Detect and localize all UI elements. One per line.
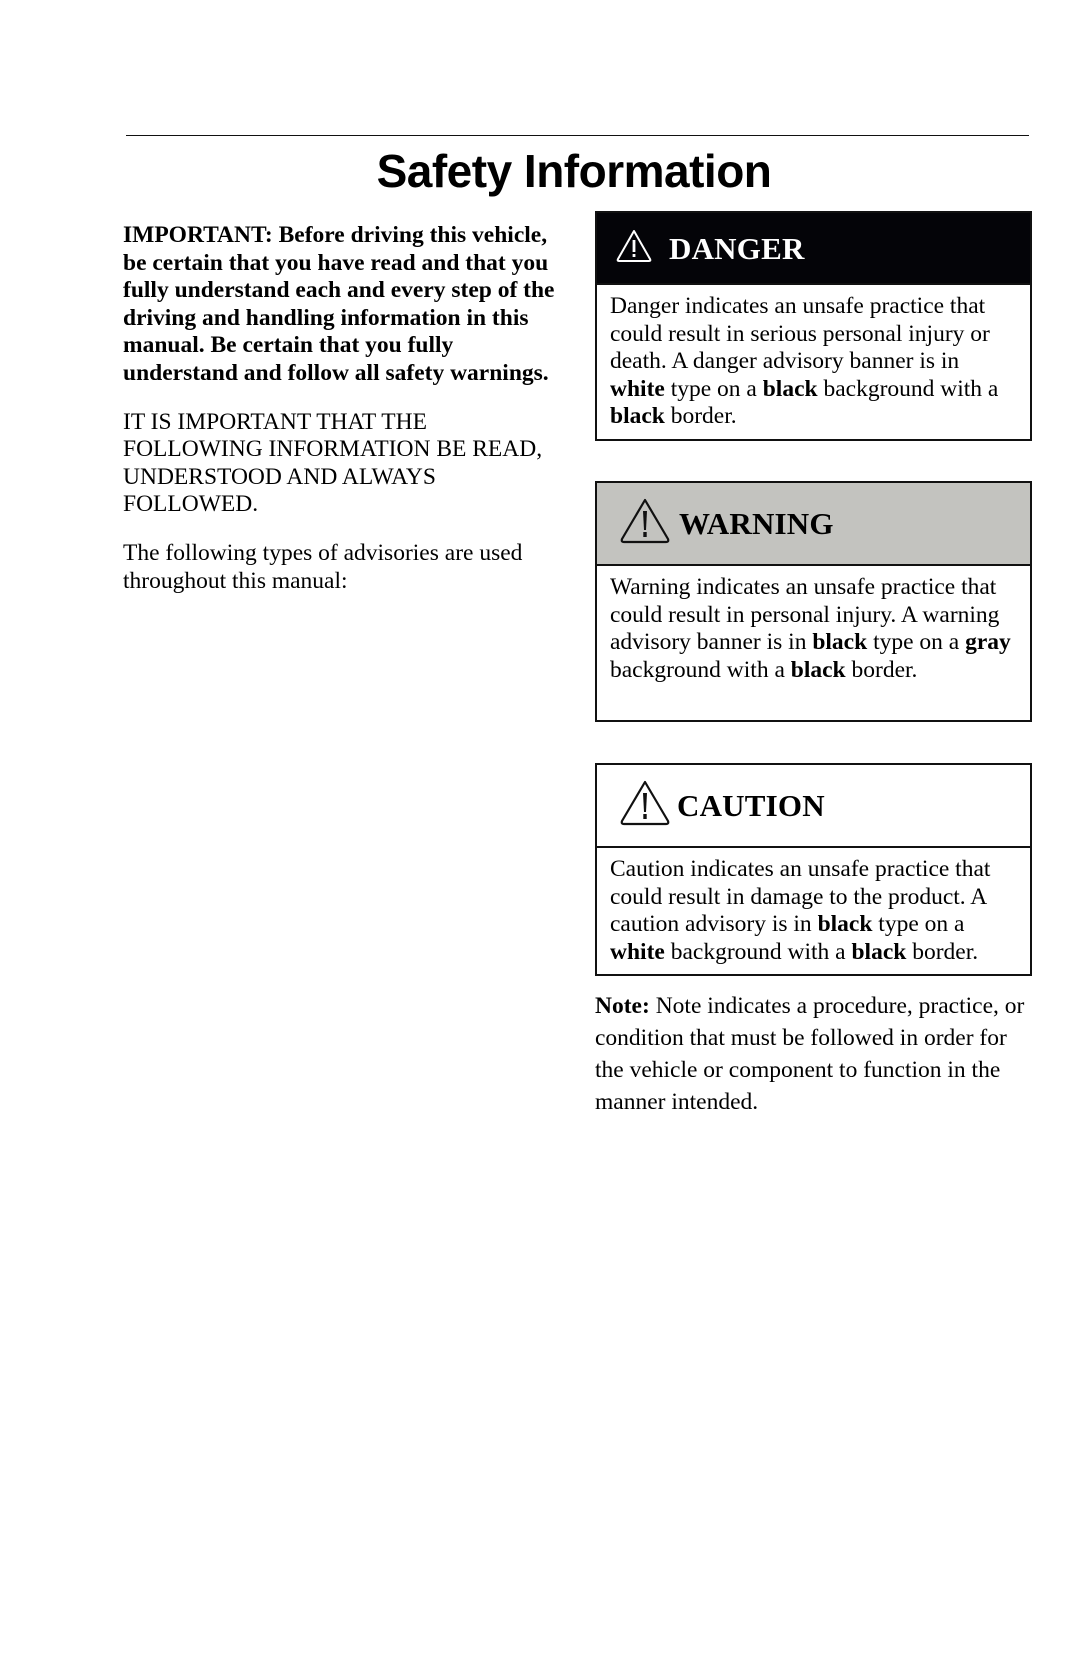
caution-advisory-box: [595, 763, 1032, 976]
left-column: [123, 222, 563, 616]
warning-triangle-icon: [615, 228, 653, 269]
bold-text-run: black: [790, 656, 846, 683]
advisory-intro-paragraph: The following types of advisories are used throughout this manual:: [123, 539, 523, 594]
bold-text-run: black: [762, 375, 818, 402]
caution-description: [597, 848, 1030, 966]
note-paragraph: [595, 990, 1035, 1118]
text-run: background with a: [817, 375, 999, 402]
bold-text-run: black: [610, 403, 665, 430]
text-run: border.: [845, 656, 918, 683]
warning-triangle-icon: [619, 497, 671, 550]
danger-description: [597, 285, 1030, 437]
text-run: Danger indicates an unsafe practice that could result in serious personal injury or death. A danger advisory banner is in: [610, 293, 990, 375]
bold-text-run: white: [610, 938, 665, 965]
important-paragraph: IMPORTANT: Before driving this vehicle, be certain that you have read and that you fully understand each and every step of the driving and handling information in this manual. Be certain that you fully understand and follow all safety warnings.: [123, 222, 555, 386]
note-label: Note:: [595, 993, 650, 1019]
danger-advisory-box: [595, 211, 1032, 441]
note-text: Note indicates a procedure, practice, or condition that must be followed in order for the vehicle or component to function in the manner intended.: [595, 993, 1025, 1115]
bold-text-run: white: [610, 375, 665, 402]
text-run: type on a: [664, 375, 763, 402]
warning-description: [597, 566, 1030, 684]
bold-text-run: black: [851, 938, 907, 965]
text-run: border.: [906, 938, 979, 965]
warning-banner: [597, 483, 1030, 566]
bold-text-run: black: [817, 911, 873, 938]
emphasis-paragraph: IT IS IMPORTANT THAT THE FOLLOWING INFORMATION BE READ, UNDERSTOOD AND ALWAYS FOLLOWED.: [123, 408, 543, 518]
bold-text-run: black: [812, 629, 868, 656]
warning-triangle-icon: [619, 779, 671, 832]
danger-banner: [597, 213, 1030, 285]
text-run: border.: [664, 403, 737, 430]
text-run: Warning indicates an unsafe practice that could result in personal injury. A warning advisory banner is in: [610, 574, 1000, 656]
text-run: background with a: [664, 938, 852, 965]
caution-banner: [597, 765, 1030, 848]
bold-text-run: gray: [965, 629, 1011, 656]
warning-advisory-box: [595, 481, 1032, 722]
top-horizontal-rule: [126, 135, 1029, 136]
text-run: type on a: [872, 911, 965, 938]
text-run: Caution indicates an unsafe practice that could result in damage to the product. A caution advisory is in: [610, 856, 991, 938]
caution-label: CAUTION: [677, 788, 825, 823]
text-run: type on a: [867, 629, 966, 656]
warning-label: WARNING: [679, 506, 834, 541]
page-title: Safety Information: [376, 145, 772, 197]
text-run: background with a: [610, 656, 791, 683]
danger-label: DANGER: [669, 230, 805, 266]
